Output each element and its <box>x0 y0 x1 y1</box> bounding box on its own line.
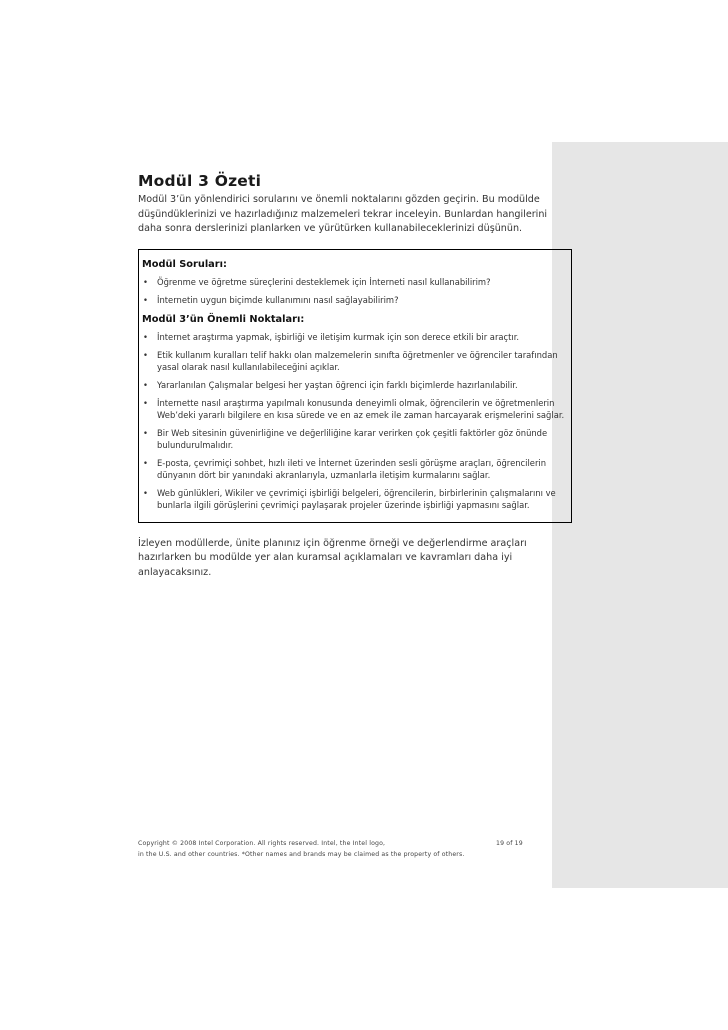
list-item: • Web günlükleri, Wikiler ve çevrimiçi işbirliği belgeleri, öğrencilerin, birbirlerinin çalışmalarını ve bunlarla ilgili görüşlerini çevrimiçi paylaşarak projeler üzerinde işbirliği yapmasını sağlar. <box>143 487 556 510</box>
page-content <box>138 170 570 590</box>
copyright-text: Copyright © 2008 Intel Corporation. All rights reserved. Intel, the Intel logo, <box>138 840 386 847</box>
list-item: • İnternet araştırma yapmak, işbirliği ve iletişim kurmak için son derece etkili bir araçtır. <box>143 331 520 342</box>
key-points-heading: Modül 3’ün Önemli Noktaları: <box>142 313 305 325</box>
list-item: • E-posta, çevrimiçi sohbet, hızlı ileti ve İnternet üzerinden sesli görüşme araçları, öğrencilerin dünyanın dört bir yanındaki akranlarıyla, uzmanlarla iletişim kurmalarını sağlar. <box>143 457 547 480</box>
comment-margin-panel <box>552 142 728 888</box>
key-points-list <box>142 331 568 511</box>
bullet-icon: • <box>143 331 148 342</box>
questions-list <box>142 276 568 306</box>
bullet-icon: • <box>143 457 148 468</box>
intro-paragraph: Modül 3’ün yönlendirici sorularını ve önemli noktalarını gözden geçirin. Bu modülde düşündüklerinizi ve hazırladığınız malzemeleri tekrar inceleyin. Bunlardan hangilerini daha sonra derslerinizi planlarken ve yürütürken kullanabileceklerinizi düşünün. <box>138 194 548 234</box>
trademark-text: in the U.S. and other countries. *Other names and brands may be claimed as the property of others. <box>138 851 465 858</box>
bullet-icon: • <box>143 427 148 438</box>
page-number: 19 of 19 <box>496 840 523 847</box>
summary-box <box>138 249 572 523</box>
list-item: • İnternetin uygun biçimde kullanımını nasıl sağlayabilirim? <box>143 294 399 305</box>
list-item: • Etik kullanım kuralları telif hakkı olan malzemelerin sınıfta öğretmenler ve öğrenciler tarafından yasal olarak nasıl kullanılabileceğini açıklar. <box>143 349 558 372</box>
bullet-icon: • <box>143 379 148 390</box>
closing-paragraph: İzleyen modüllerde, ünite planınız için öğrenme örneği ve değerlendirme araçları hazırlarken bu modülde yer alan kuramsal açıklamaları ve kavramları daha iyi anlayacaksınız. <box>138 537 527 578</box>
list-item: • Bir Web sitesinin güvenirliğine ve değerliliğine karar verirken çok çeşitli faktörler göz önünde bulundurulmalıdır. <box>143 427 548 450</box>
questions-heading: Modül Soruları: <box>142 258 227 270</box>
page-title: Modül 3 Özeti <box>138 172 262 190</box>
list-item: • Öğrenme ve öğretme süreçlerini desteklemek için İnterneti nasıl kullanabilirim? <box>143 276 491 287</box>
footer-row <box>138 838 538 849</box>
footer-row <box>138 849 538 860</box>
list-item: • İnternette nasıl araştırma yapılmalı konusunda deneyimli olmak, öğrencilerin ve öğretmenlerin Web’deki yararlı bilgilere en kısa sürede ve en az emek ile zaman harcayarak erişmelerini sağlar. <box>143 397 565 420</box>
bullet-icon: • <box>143 294 148 305</box>
page-footer <box>138 838 538 860</box>
bullet-icon: • <box>143 397 148 408</box>
bullet-icon: • <box>143 487 148 498</box>
bullet-icon: • <box>143 276 148 287</box>
list-item: • Yararlanılan Çalışmalar belgesi her yaştan öğrenci için farklı biçimlerde hazırlanılabilir. <box>143 379 518 390</box>
bullet-icon: • <box>143 349 148 360</box>
